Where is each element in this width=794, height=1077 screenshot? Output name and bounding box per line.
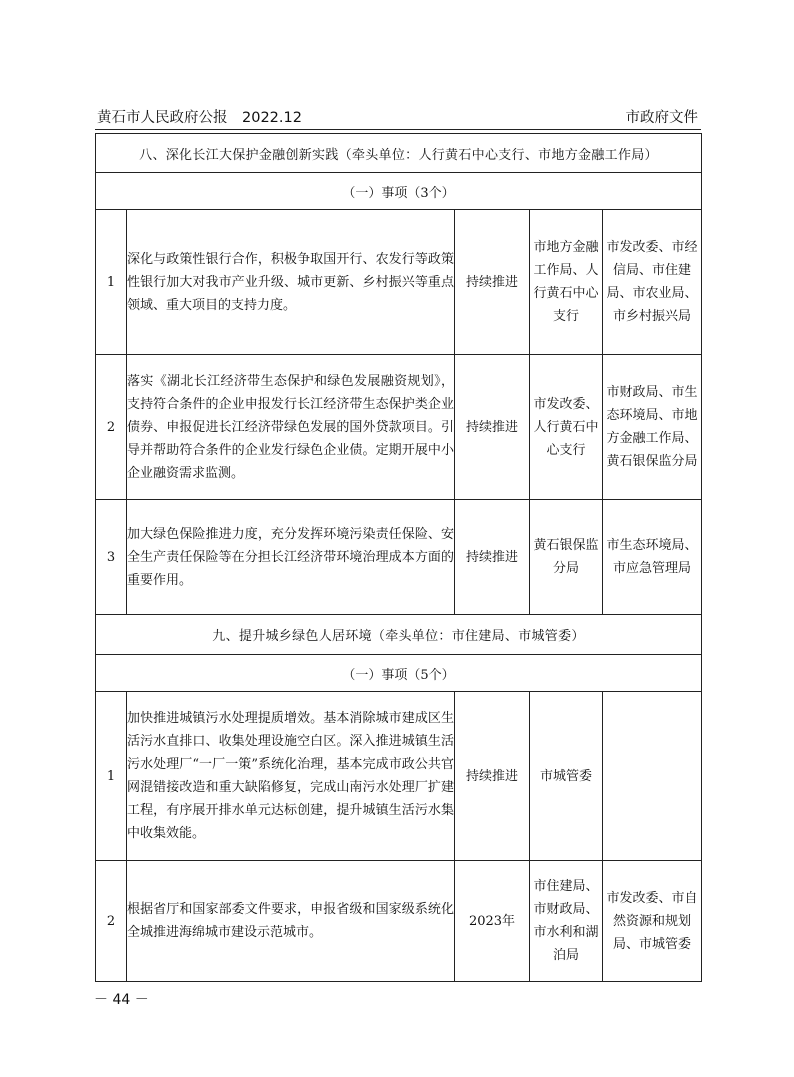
page-number: － 44 － — [94, 992, 149, 1008]
header-title: 黄石市人民政府公报 2022.12 — [97, 110, 302, 126]
row-time: 持续推进 — [455, 210, 530, 355]
row-time: 持续推进 — [455, 692, 530, 861]
row-number: 1 — [96, 692, 127, 861]
table-row — [96, 692, 702, 861]
table-row — [96, 210, 702, 355]
row-coop-unit: 市发改委、市经信局、市住建局、市农业局、市乡村振兴局 — [603, 210, 702, 355]
row-lead-unit: 市住建局、市财政局、市水利和湖泊局 — [530, 861, 603, 982]
subsection-row — [96, 655, 702, 692]
row-content: 根据省厅和国家部委文件要求，申报省级和国家级系统化全城推进海绵城市建设示范城市。 — [127, 861, 455, 982]
subsection-title: （一）事项（5个） — [96, 655, 702, 692]
section-title: 九、提升城乡绿色人居环境（牵头单位：市住建局、市城管委） — [96, 615, 702, 655]
row-coop-unit: 市生态环境局、市应急管理局 — [603, 500, 702, 615]
row-lead-unit: 市发改委、人行黄石中心支行 — [530, 355, 603, 500]
page-header — [97, 106, 700, 128]
task-table — [95, 133, 702, 982]
table-row — [96, 500, 702, 615]
row-lead-unit: 市地方金融工作局、人行黄石中心支行 — [530, 210, 603, 355]
row-content: 落实《湖北长江经济带生态保护和绿色发展融资规划》，支持符合条件的企业申报发行长江经济带生态保护类企业债券、申报促进长江经济带绿色发展的国外贷款项目。引导并帮助符合条件的企业发行绿色企业债。定期开展中小企业融资需求监测。 — [127, 355, 455, 500]
row-number: 2 — [96, 861, 127, 982]
row-lead-unit: 市城管委 — [530, 692, 603, 861]
row-time: 持续推进 — [455, 500, 530, 615]
row-lead-unit: 黄石银保监分局 — [530, 500, 603, 615]
row-number: 1 — [96, 210, 127, 355]
table-row — [96, 861, 702, 982]
row-coop-unit — [603, 692, 702, 861]
section-row — [96, 615, 702, 655]
row-content: 加大绿色保险推进力度，充分发挥环境污染责任保险、安全生产责任保险等在分担长江经济带环境治理成本方面的重要作用。 — [127, 500, 455, 615]
row-content: 深化与政策性银行合作，积极争取国开行、农发行等政策性银行加大对我市产业升级、城市更新、乡村振兴等重点领域、重大项目的支持力度。 — [127, 210, 455, 355]
subsection-title: （一）事项（3个） — [96, 173, 702, 210]
section-row — [96, 134, 702, 173]
subsection-row — [96, 173, 702, 210]
header-rule — [95, 129, 701, 130]
row-coop-unit: 市财政局、市生态环境局、市地方金融工作局、黄石银保监分局 — [603, 355, 702, 500]
table-row — [96, 355, 702, 500]
row-number: 3 — [96, 500, 127, 615]
row-time: 持续推进 — [455, 355, 530, 500]
header-category: 市政府文件 — [625, 110, 698, 126]
row-time: 2023年 — [455, 861, 530, 982]
row-content: 加快推进城镇污水处理提质增效。基本消除城市建成区生活污水直排口、收集处理设施空白区。深入推进城镇生活污水处理厂“一厂一策”系统化治理，基本完成市政公共官网混错接改造和重大缺陷修复，完成山南污水处理厂扩建工程，有序展开排水单元达标创建，提升城镇生活污水集中收集效能。 — [127, 692, 455, 861]
section-title: 八、深化长江大保护金融创新实践（牵头单位：人行黄石中心支行、市地方金融工作局） — [96, 134, 702, 173]
row-number: 2 — [96, 355, 127, 500]
row-coop-unit: 市发改委、市自然资源和规划局、市城管委 — [603, 861, 702, 982]
